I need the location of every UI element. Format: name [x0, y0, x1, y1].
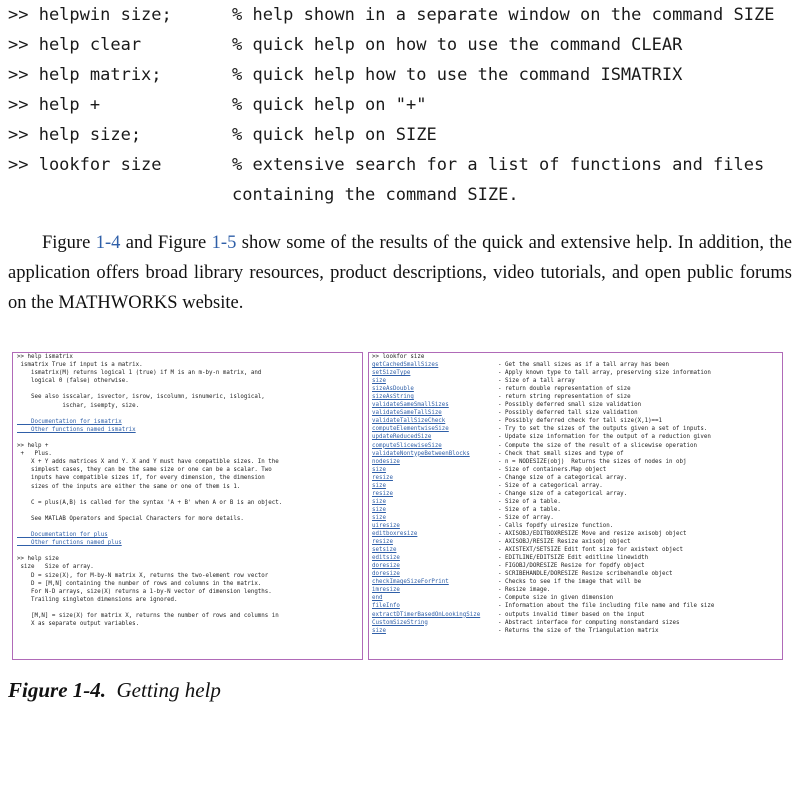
code-line [8, 150, 774, 180]
function-description: - SCRIBEHANDLE/DORESIZE Resize scribehandle object [498, 571, 673, 578]
function-description: - Compute the size of the result of a slicewise operation [498, 442, 697, 449]
code-line [8, 30, 774, 60]
doc-link[interactable]: Other functions named ismatrix [17, 426, 136, 433]
lookfor-row [369, 442, 782, 450]
help-line: sizes of the inputs are either the same or one of them is 1. [17, 483, 241, 490]
function-link[interactable]: nodesize [372, 458, 400, 465]
function-description: - Size of a tall array [498, 378, 575, 385]
function-link[interactable]: updateReducedSize [372, 434, 432, 441]
paragraph-text: show some of the results of the quick and extensive help. In addition, the application offers broad library resources, product descriptions, video tutorials, and open public forums on the MATHWORKS website. [8, 233, 792, 313]
function-link[interactable]: fileInfo [372, 603, 400, 610]
code-block [8, 0, 774, 210]
help-line: ismatrix(M) returns logical 1 (true) if M is an m-by-n matrix, and [17, 370, 262, 377]
lookfor-row [369, 377, 782, 385]
lookfor-row [369, 530, 782, 538]
function-link[interactable]: setsize [372, 547, 397, 554]
help-line [13, 507, 362, 515]
function-link[interactable]: validateSameTallSize [372, 410, 442, 417]
paragraph-text: and Figure [120, 233, 212, 253]
help-line: See also isscalar, isvector, isrow, iscolumn, isnumeric, islogical, [17, 394, 265, 401]
command-text: >> lookfor size [8, 155, 162, 175]
comment-text: % quick help on "+" [232, 95, 427, 115]
function-description: - Size of containers.Map object [498, 466, 607, 473]
function-link[interactable]: CustomSizeString [372, 619, 428, 626]
comment-text: % quick help on how to use the command CLEAR [232, 35, 683, 55]
function-description: - return double representation of size [498, 386, 631, 393]
figure-caption [8, 678, 221, 703]
doc-link[interactable]: Documentation for ismatrix [17, 418, 122, 425]
lookfor-row [369, 506, 782, 514]
function-link[interactable]: checkImageSizeForPrint [372, 579, 449, 586]
figure-label: Figure 1-4. [8, 678, 107, 702]
help-line: D = size(X), for M-by-N matrix X, returns the two-element row vector [17, 572, 269, 579]
comment-text: % extensive search for a list of functions and files [232, 155, 765, 175]
paragraph-text: Figure [42, 233, 96, 253]
function-description: - Size of a table. [498, 498, 561, 505]
lookfor-row [369, 594, 782, 602]
function-description: - return string representation of size [498, 394, 631, 401]
help-line: C = plus(A,B) is called for the syntax 'A + B' when A or B is an object. [17, 499, 283, 506]
function-link[interactable]: size [372, 514, 386, 521]
doc-link[interactable]: Other functions named plus [17, 540, 122, 547]
lookfor-row [369, 490, 782, 498]
function-link[interactable]: size [372, 506, 386, 513]
lookfor-row [369, 450, 782, 458]
function-link[interactable]: size [372, 627, 386, 634]
function-description: - Check that small sizes and type of [498, 450, 624, 457]
comment-text: % quick help on SIZE [232, 125, 437, 145]
lookfor-row [369, 546, 782, 554]
help-line: inputs have compatible sizes if, for every dimension, the dimension [17, 475, 265, 482]
function-link[interactable]: end [372, 595, 383, 602]
function-description: - AXISOBJ/RESIZE Resize axisobj object [498, 539, 631, 546]
figure-ref-link[interactable]: 1-4 [95, 233, 121, 253]
lookfor-row [369, 433, 782, 441]
lookfor-row [369, 514, 782, 522]
comment-text: containing the command SIZE. [232, 185, 519, 205]
function-description: - Possibly deferred small size validation [498, 402, 642, 409]
lookfor-row [369, 466, 782, 474]
lookfor-output-panel [368, 352, 783, 660]
command-text: >> help size; [8, 125, 142, 145]
function-description: - Update size information for the output of a reduction given [498, 434, 711, 441]
doc-link[interactable]: Documentation for plus [17, 532, 108, 539]
lookfor-row [369, 369, 782, 377]
comment-text: % quick help how to use the command ISMATRIX [232, 65, 683, 85]
function-description: - Get the small sizes as if a tall array has been [498, 362, 670, 369]
help-line: ismatrix True if input is a matrix. [17, 362, 143, 369]
function-description: - Checks to see if the image that will be [498, 579, 642, 586]
help-line: For N-D arrays, size(X) returns a 1-by-N vector of dimension lengths. [17, 588, 272, 595]
lookfor-row [369, 425, 782, 433]
help-line: logical 0 (false) otherwise. [17, 378, 129, 385]
help-line [13, 410, 362, 418]
command-text: >> help clear [8, 35, 142, 55]
code-line [8, 90, 774, 120]
help-line: >> help + [17, 443, 49, 450]
help-line [13, 491, 362, 499]
lookfor-row [369, 385, 782, 393]
code-line [8, 180, 774, 210]
function-link[interactable]: setSizeType [372, 370, 411, 377]
function-link[interactable]: resize [372, 490, 393, 497]
function-description: - Information about the file including file name and file size [498, 603, 715, 610]
help-line [13, 523, 362, 531]
help-line: X + Y adds matrices X and Y. X and Y must have compatible sizes. In the [17, 459, 279, 466]
help-line: X as separate output variables. [17, 621, 140, 628]
help-line: See MATLAB Operators and Special Characters for more details. [17, 515, 244, 522]
figure-caption-text: Getting help [116, 678, 221, 702]
lookfor-row [369, 627, 782, 635]
function-link[interactable]: validateNontypeBetweenBlocks [372, 450, 470, 457]
function-link[interactable]: validateSameSmallSizes [372, 402, 449, 409]
code-line [8, 120, 774, 150]
lookfor-row [369, 611, 782, 619]
lookfor-row [369, 482, 782, 490]
function-link[interactable]: doresize [372, 563, 400, 570]
command-text: >> help + [8, 95, 101, 115]
function-link[interactable]: size [372, 482, 386, 489]
figure-ref-link[interactable]: 1-5 [211, 233, 237, 253]
function-link[interactable]: editboxresize [372, 531, 418, 538]
lookfor-row [369, 498, 782, 506]
function-link[interactable]: sizeAsDouble [372, 386, 414, 393]
lookfor-row [369, 361, 782, 369]
function-link[interactable]: resize [372, 474, 393, 481]
comment-text: % help shown in a separate window on the command SIZE [232, 5, 775, 25]
lookfor-row [369, 409, 782, 417]
help-output-panel [12, 352, 363, 660]
function-description: - Resize image. [498, 587, 551, 594]
function-link[interactable]: getCachedSmallSizes [372, 362, 439, 369]
help-line: ischar, isempty, size. [17, 402, 140, 409]
lookfor-row [369, 570, 782, 578]
function-link[interactable]: extractDTimerBasedOnLookingSize [372, 611, 481, 618]
function-link[interactable]: size [372, 498, 386, 505]
function-description: - AXISOBJ/EDITBOXRESIZE Move and resize axisobj object [498, 531, 687, 538]
lookfor-row [369, 578, 782, 586]
lookfor-row [369, 538, 782, 546]
function-description: - Compute size in given dimension [498, 595, 614, 602]
help-line [13, 604, 362, 612]
function-link[interactable]: editsize [372, 555, 400, 562]
help-line: simplest cases, they can be the same size or one can be a scalar. Two [17, 467, 272, 474]
help-line: >> help size [17, 556, 59, 563]
function-description: - Calls fopdfy uiresize function. [498, 522, 614, 529]
lookfor-row [369, 474, 782, 482]
function-description: - EDITLINE/EDITSIZE Edit editline linewidth [498, 555, 649, 562]
help-line: >> help ismatrix [17, 354, 73, 360]
lookfor-row [369, 417, 782, 425]
help-line: size Size of array. [17, 564, 94, 571]
function-description: - Possibly deferred tall size validation [498, 410, 638, 417]
lookfor-row [369, 586, 782, 594]
help-line: D = [M,N] containing the number of rows and columns in the matrix. [17, 580, 262, 587]
lookfor-row [369, 619, 782, 627]
function-description: - Change size of a categorical array. [498, 474, 628, 481]
function-link[interactable]: size [372, 378, 386, 385]
lookfor-row [369, 393, 782, 401]
help-line [13, 434, 362, 442]
function-description: - Try to set the sizes of the outputs given a set of inputs. [498, 426, 708, 433]
function-description: - Size of a table. [498, 506, 561, 513]
function-description: - Change size of a categorical array. [498, 490, 628, 497]
function-description: - Possibly deferred check for tall size(X,1)==1 [498, 418, 663, 425]
lookfor-row [369, 554, 782, 562]
function-description: - Size of array. [498, 514, 554, 521]
function-description: - Size of a categorical array. [498, 482, 603, 489]
function-description: - Apply known type to tall array, preserving size information [498, 370, 711, 377]
help-line: + Plus. [17, 451, 52, 458]
lookfor-row [369, 522, 782, 530]
function-link[interactable]: computeSlicewiseSize [372, 442, 442, 449]
command-text: >> helpwin size; [8, 5, 172, 25]
lookfor-row [369, 602, 782, 610]
function-link[interactable]: size [372, 466, 386, 473]
help-line [13, 547, 362, 555]
function-description: - n = NODESIZE(obj) Returns the sizes of nodes in obj [498, 458, 687, 465]
lookfor-row [369, 562, 782, 570]
lookfor-command: >> lookfor size [372, 354, 425, 360]
code-line [8, 0, 774, 30]
help-line [13, 385, 362, 393]
lookfor-row [369, 458, 782, 466]
code-line [8, 60, 774, 90]
function-description: - Returns the size of the Triangulation matrix [498, 627, 659, 634]
function-link[interactable]: uiresize [372, 522, 400, 529]
function-link[interactable]: computeElementwiseSize [372, 426, 449, 433]
function-description: - outputs invalid timer based on the input [498, 611, 645, 618]
function-link[interactable]: resize [372, 539, 393, 546]
help-line: [M,N] = size(X) for matrix X, returns the number of rows and columns in [17, 613, 279, 619]
function-link[interactable]: validateTallSizeCheck [372, 418, 446, 425]
function-link[interactable]: doresize [372, 571, 400, 578]
function-description: - AXISTEXT/SETSIZE Edit font size for axistext object [498, 547, 683, 554]
function-link[interactable]: sizeAsString [372, 394, 414, 401]
command-text: >> help matrix; [8, 65, 162, 85]
command-text [8, 180, 232, 210]
function-link[interactable]: imresize [372, 587, 400, 594]
body-paragraph [8, 228, 792, 318]
lookfor-row [369, 401, 782, 409]
function-description: - FIGOBJ/DORESIZE Resize for fopdfy object [498, 563, 645, 570]
help-line: Trailing singleton dimensions are ignored. [17, 596, 178, 603]
function-description: - Abstract interface for computing nonstandard sizes [498, 619, 680, 626]
